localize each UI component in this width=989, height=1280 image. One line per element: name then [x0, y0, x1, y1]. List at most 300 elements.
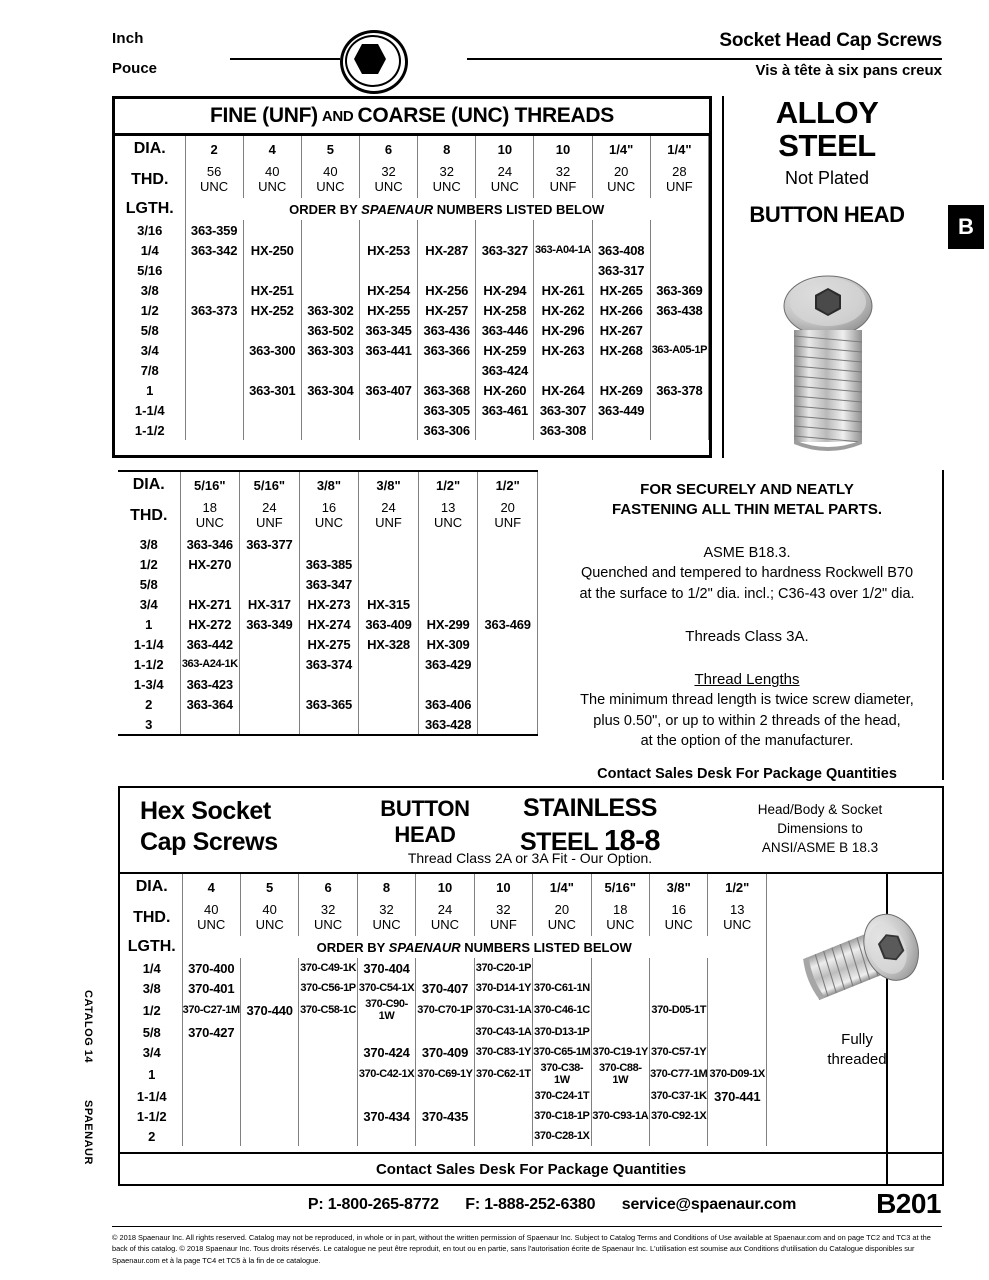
part-number-cell: HX-266 — [592, 300, 650, 320]
part-number-cell — [591, 998, 649, 1022]
part-number-cell — [650, 220, 708, 240]
part-number-cell: HX-258 — [476, 300, 534, 320]
ss-button: BUTTON — [380, 796, 470, 821]
table-row — [118, 594, 538, 614]
part-number-cell: 370-C19-1Y — [591, 1042, 649, 1062]
part-number-cell: 370-C49-1K — [299, 958, 357, 978]
part-number-cell — [240, 714, 300, 735]
part-number-cell — [478, 534, 538, 554]
part-number-cell — [243, 260, 301, 280]
dia-cell: 10 — [474, 874, 532, 900]
part-number-cell: 363-345 — [359, 320, 417, 340]
part-number-cell: 370-D14-1Y — [474, 978, 532, 998]
length-cell: 1/4 — [122, 958, 182, 978]
part-number-cell: 370-427 — [182, 1022, 240, 1042]
length-cell: 5/8 — [115, 320, 185, 340]
part-number-cell: 370-C69-1Y — [416, 1062, 474, 1086]
ss-thread-class: Thread Class 2A or 3A Fit - Our Option. — [407, 850, 653, 866]
dia-cell: 5 — [301, 136, 359, 162]
footer-phone-label: P: — [307, 1196, 324, 1213]
part-number-cell: HX-252 — [243, 300, 301, 320]
table-row — [118, 634, 538, 654]
ss-heading2: Cap Screws — [140, 828, 278, 857]
part-number-cell — [708, 1042, 767, 1062]
part-number-cell: 363-446 — [476, 320, 534, 340]
length-cell: 3/16 — [115, 220, 185, 240]
part-number-cell: HX-267 — [592, 320, 650, 340]
part-number-cell — [418, 574, 478, 594]
table-order-by-row — [115, 198, 709, 220]
part-number-cell: HX-250 — [243, 240, 301, 260]
part-number-cell — [359, 554, 419, 574]
part-number-cell — [359, 574, 419, 594]
part-number-cell — [240, 958, 298, 978]
part-number-cell: 363-428 — [418, 714, 478, 735]
catalog-side-label: CATALOG 14 — [82, 990, 94, 1064]
part-number-cell: HX-296 — [534, 320, 592, 340]
header-pouce-label: Pouce — [112, 60, 158, 77]
thd-cell: 32 UNF — [534, 162, 592, 198]
table-row — [122, 1022, 767, 1042]
row-label-lgth: LGTH. — [122, 936, 182, 958]
part-number-cell: 370-C65-1M — [533, 1042, 591, 1062]
spec-threads-class: Threads Class 3A. — [685, 628, 809, 646]
length-cell: 5/8 — [122, 1022, 182, 1042]
part-number-cell: HX-269 — [592, 380, 650, 400]
footer-fax: 1-888-252-6380 — [484, 1196, 596, 1213]
part-number-cell — [416, 958, 474, 978]
part-number-cell: 363-438 — [650, 300, 708, 320]
footer-email[interactable]: service@spaenaur.com — [621, 1196, 797, 1213]
hex-socket-icon — [340, 30, 406, 92]
footer-rule — [112, 1226, 942, 1227]
part-number-cell: 370-435 — [416, 1106, 474, 1126]
thd-cell: 32 UNF — [474, 900, 532, 936]
page-header — [112, 30, 942, 92]
part-number-cell — [592, 360, 650, 380]
header-units — [112, 30, 362, 77]
table-row — [122, 1086, 767, 1106]
thd-cell: 24 UNC — [416, 900, 474, 936]
table-row — [122, 958, 767, 978]
part-number-cell — [650, 1126, 708, 1146]
thd-cell: 18 UNC — [180, 498, 240, 534]
thd-cell: 24 UNF — [240, 498, 300, 534]
alloy-not-plated: Not Plated — [784, 167, 870, 188]
part-number-cell: 370-434 — [357, 1106, 415, 1126]
part-number-cell — [299, 674, 359, 694]
footer-phone[interactable]: 1-800-265-8772 — [327, 1196, 439, 1213]
ss-dims2: Dimensions to — [777, 821, 863, 837]
dia-cell: 8 — [357, 874, 415, 900]
dia-cell: 4 — [243, 136, 301, 162]
length-cell: 1/2 — [118, 554, 180, 574]
part-number-cell: 363-342 — [185, 240, 243, 260]
part-number-cell — [240, 1042, 298, 1062]
length-cell: 1/2 — [115, 300, 185, 320]
length-cell: 3/8 — [118, 534, 180, 554]
part-number-cell: HX-328 — [359, 634, 419, 654]
length-cell: 1 — [122, 1062, 182, 1086]
spec-tl1: The minimum thread length is twice screw diameter, — [580, 692, 914, 709]
table-row — [118, 554, 538, 574]
dia-cell: 1/4" — [533, 874, 591, 900]
part-number-cell — [650, 360, 708, 380]
spec-tl3: at the option of the manufacturer. — [640, 733, 854, 750]
part-number-cell — [240, 1106, 298, 1126]
part-number-cell — [708, 998, 767, 1022]
part-number-cell: 363-368 — [418, 380, 476, 400]
length-cell: 1-1/2 — [115, 420, 185, 440]
part-number-cell: HX-273 — [299, 594, 359, 614]
part-number-cell — [478, 694, 538, 714]
table-row — [115, 300, 709, 320]
spec-headline2: FASTENING ALL THIN METAL PARTS. — [612, 501, 882, 519]
part-number-cell — [478, 554, 538, 574]
fully-threaded-screw-image — [790, 900, 940, 1020]
part-number-cell: 370-C42-1X — [357, 1062, 415, 1086]
part-number-cell — [359, 260, 417, 280]
part-number-cell — [240, 1126, 298, 1146]
part-number-cell — [240, 634, 300, 654]
part-number-cell — [478, 714, 538, 735]
part-number-cell: HX-253 — [359, 240, 417, 260]
part-number-cell: 363-407 — [359, 380, 417, 400]
part-number-cell — [301, 260, 359, 280]
part-number-cell: HX-275 — [299, 634, 359, 654]
part-number-cell — [182, 1126, 240, 1146]
part-number-cell — [243, 220, 301, 240]
alloy-line1: ALLOY — [775, 95, 879, 130]
part-number-cell: 370-C28-1X — [533, 1126, 591, 1146]
part-number-cell: 370-407 — [416, 978, 474, 998]
section-tab-b[interactable]: B — [948, 205, 984, 249]
title-coarse: COARSE (UNC) THREADS — [357, 104, 614, 127]
table-row — [115, 420, 709, 440]
side-vertical-labels — [78, 990, 98, 1220]
part-number-cell — [416, 1022, 474, 1042]
part-number-cell — [182, 1086, 240, 1106]
dia-cell: 3/8" — [650, 874, 708, 900]
part-number-cell — [182, 1106, 240, 1126]
length-cell: 7/8 — [115, 360, 185, 380]
alloy-large-dia-table — [118, 470, 538, 736]
part-number-cell — [301, 420, 359, 440]
thd-cell: 16 UNC — [299, 498, 359, 534]
part-number-cell: HX-265 — [592, 280, 650, 300]
table-header-thd-row — [115, 162, 709, 198]
dia-cell: 4 — [182, 874, 240, 900]
part-number-cell — [185, 340, 243, 360]
part-number-cell — [474, 1086, 532, 1106]
stainless-steel-table — [122, 874, 767, 1146]
alloy-line2: STEEL — [778, 128, 876, 164]
length-cell: 3 — [118, 714, 180, 735]
part-number-cell: HX-272 — [180, 614, 240, 634]
part-number-cell — [299, 1062, 357, 1086]
header-title-rule — [512, 58, 942, 60]
part-number-cell: 363-377 — [240, 534, 300, 554]
part-number-cell: 363-307 — [534, 400, 592, 420]
stainless-table-wrap — [122, 874, 767, 1146]
part-number-cell — [182, 1062, 240, 1086]
part-number-cell: 363-300 — [243, 340, 301, 360]
fine-coarse-title — [115, 99, 709, 136]
length-cell: 1-1/4 — [122, 1086, 182, 1106]
thd-cell: 40 UNC — [301, 162, 359, 198]
part-number-cell — [299, 1106, 357, 1126]
thd-cell: 16 UNC — [650, 900, 708, 936]
fully-threaded-caption — [772, 1030, 942, 1069]
spec-quench1: Quenched and tempered to hardness Rockwell B70 — [580, 565, 914, 582]
thd-cell: 20 UNC — [592, 162, 650, 198]
length-cell: 3/4 — [122, 1042, 182, 1062]
length-cell: 1 — [118, 614, 180, 634]
spec-headline1: FOR SECURELY AND NEATLY — [640, 481, 854, 498]
dia-cell: 3/8" — [299, 471, 359, 498]
dia-cell: 1/2" — [418, 471, 478, 498]
part-number-cell — [650, 260, 708, 280]
thd-cell: 32 UNC — [357, 900, 415, 936]
part-number-cell: 363-A05-1P — [650, 340, 708, 360]
length-cell: 1/2 — [122, 998, 182, 1022]
thd-cell: 56 UNC — [185, 162, 243, 198]
part-number-cell: 363-442 — [180, 634, 240, 654]
footer-fax-block — [465, 1196, 595, 1214]
part-number-cell: 363-369 — [650, 280, 708, 300]
part-number-cell: 370-C92-1X — [650, 1106, 708, 1126]
table-header-dia-row — [118, 471, 538, 498]
part-number-cell: 370-C62-1T — [474, 1062, 532, 1086]
part-number-cell: 363-374 — [299, 654, 359, 674]
thd-cell: 13 UNC — [708, 900, 767, 936]
footer-fax-label: F: — [465, 1196, 480, 1213]
part-number-cell — [474, 1126, 532, 1146]
thd-cell: 32 UNC — [299, 900, 357, 936]
part-number-cell — [650, 958, 708, 978]
part-number-cell — [240, 1086, 298, 1106]
part-number-cell: 370-C43-1A — [474, 1022, 532, 1042]
part-number-cell — [299, 1022, 357, 1042]
part-number-cell: 363-461 — [476, 400, 534, 420]
table-row — [115, 220, 709, 240]
part-number-cell — [708, 978, 767, 998]
part-number-cell — [359, 534, 419, 554]
part-number-cell: 363-423 — [180, 674, 240, 694]
part-number-cell: HX-299 — [418, 614, 478, 634]
part-number-cell: 370-C46-1C — [533, 998, 591, 1022]
part-number-cell: 363-406 — [418, 694, 478, 714]
thd-cell: 40 UNC — [243, 162, 301, 198]
part-number-cell: 370-C56-1P — [299, 978, 357, 998]
thd-cell: 40 UNC — [240, 900, 298, 936]
part-number-cell — [243, 360, 301, 380]
part-number-cell: 370-C54-1X — [357, 978, 415, 998]
table-row — [118, 534, 538, 554]
footer-phone-block — [308, 1196, 439, 1214]
part-number-cell — [359, 694, 419, 714]
part-number-cell: 363-424 — [476, 360, 534, 380]
part-number-cell — [650, 978, 708, 998]
length-cell: 5/8 — [118, 574, 180, 594]
ss-dims3: ANSI/ASME B 18.3 — [761, 840, 879, 856]
part-number-cell — [240, 1022, 298, 1042]
part-number-cell: 370-400 — [182, 958, 240, 978]
part-number-cell: 370-409 — [416, 1042, 474, 1062]
thd-cell: 24 UNF — [359, 498, 419, 534]
part-number-cell: 363-346 — [180, 534, 240, 554]
part-number-cell: HX-256 — [418, 280, 476, 300]
part-number-cell — [534, 220, 592, 240]
length-cell: 1-1/4 — [115, 400, 185, 420]
mid-divider-line — [942, 470, 944, 780]
alloy-steel-table — [115, 136, 709, 440]
spec-thread-lengths-title: Thread Lengths — [694, 671, 800, 689]
length-cell: 3/8 — [115, 280, 185, 300]
table-order-by-row — [122, 936, 767, 958]
part-number-cell — [243, 320, 301, 340]
dia-cell: 10 — [476, 136, 534, 162]
table-row — [115, 340, 709, 360]
thd-cell: 32 UNC — [359, 162, 417, 198]
dia-cell: 10 — [534, 136, 592, 162]
part-number-cell — [240, 554, 300, 574]
header-title-en: Socket Head Cap Screws — [719, 30, 942, 51]
part-number-cell — [650, 320, 708, 340]
part-number-cell: 370-C57-1Y — [650, 1042, 708, 1062]
part-number-cell: 370-C20-1P — [474, 958, 532, 978]
spec-contact-sales: Contact Sales Desk For Package Quantities — [597, 765, 897, 782]
part-number-cell: 363-359 — [185, 220, 243, 240]
length-cell: 2 — [122, 1126, 182, 1146]
stainless-header — [120, 788, 942, 874]
dia-cell: 2 — [185, 136, 243, 162]
part-number-cell — [299, 1042, 357, 1062]
row-label-thd: THD. — [115, 162, 185, 198]
part-number-cell: 370-C61-1N — [533, 978, 591, 998]
table-row — [115, 400, 709, 420]
part-number-cell — [476, 220, 534, 240]
part-number-cell — [240, 574, 300, 594]
part-number-cell — [185, 400, 243, 420]
part-number-cell — [592, 420, 650, 440]
thd-cell: 20 UNC — [533, 900, 591, 936]
brand-side-label: SPAENAUR — [82, 1100, 94, 1165]
part-number-cell — [359, 674, 419, 694]
length-cell: 3/4 — [115, 340, 185, 360]
part-number-cell: 363-302 — [301, 300, 359, 320]
part-number-cell — [418, 554, 478, 574]
part-number-cell: 370-D13-1P — [533, 1022, 591, 1042]
part-number-cell: 363-308 — [534, 420, 592, 440]
legal-fr: © 2018 Spaenaur Inc. Tous droits réservés. Le catalogue ne peut être reproduit, en tout ou en partie, sans l'autorisation écrite de Spaenaur Inc. L'utilisation est soumise aux Conditions d'utilisation du Catalogue disponibles sur Spaenaur.com et à la page TC4 et TC5 à la fin de ce catalogue. — [112, 1244, 915, 1265]
table-row — [122, 998, 767, 1022]
part-number-cell: HX-257 — [418, 300, 476, 320]
part-number-cell — [476, 420, 534, 440]
thd-cell: 18 UNC — [591, 900, 649, 936]
footer-contact — [112, 1196, 989, 1214]
part-number-cell: HX-255 — [359, 300, 417, 320]
dia-cell: 5 — [240, 874, 298, 900]
part-number-cell — [299, 534, 359, 554]
part-number-cell: 370-C24-1T — [533, 1086, 591, 1106]
page-number: B201 — [876, 1188, 941, 1219]
ss-dims1: Head/Body & Socket — [757, 802, 883, 817]
row-label-thd: THD. — [122, 900, 182, 936]
part-number-cell — [416, 1126, 474, 1146]
table-header-thd-row — [122, 900, 767, 936]
part-number-cell: HX-262 — [534, 300, 592, 320]
part-number-cell: 363-349 — [240, 614, 300, 634]
part-number-cell: 363-449 — [592, 400, 650, 420]
spec-asme: ASME B18.3. — [703, 544, 791, 561]
length-cell: 1-1/4 — [118, 634, 180, 654]
length-cell: 3/4 — [118, 594, 180, 614]
part-number-cell — [185, 320, 243, 340]
length-cell: 1-1/2 — [122, 1106, 182, 1126]
part-number-cell — [240, 674, 300, 694]
table-row — [115, 380, 709, 400]
part-number-cell — [240, 694, 300, 714]
part-number-cell: HX-260 — [476, 380, 534, 400]
part-number-cell — [240, 654, 300, 674]
header-title-fr: Vis à tête à six pans creux — [755, 62, 942, 79]
part-number-cell — [418, 260, 476, 280]
part-number-cell: 363-429 — [418, 654, 478, 674]
part-number-cell — [243, 420, 301, 440]
table-row — [115, 360, 709, 380]
part-number-cell — [591, 1086, 649, 1106]
part-number-cell: HX-259 — [476, 340, 534, 360]
alloy-head-type: BUTTON HEAD — [749, 201, 905, 227]
length-cell: 5/16 — [115, 260, 185, 280]
ss-steel: STEEL — [519, 827, 598, 856]
part-number-cell — [357, 1022, 415, 1042]
part-number-cell: HX-264 — [534, 380, 592, 400]
spec-quench2: at the surface to 1/2" dia. incl.; C36-43 over 1/2" dia. — [579, 585, 915, 602]
part-number-cell — [591, 1022, 649, 1042]
part-number-cell — [357, 1086, 415, 1106]
part-number-cell: HX-287 — [418, 240, 476, 260]
part-number-cell: 370-C83-1Y — [474, 1042, 532, 1062]
table-row — [115, 280, 709, 300]
alloy-steel-panel — [712, 96, 942, 228]
legal-en: © 2018 Spaenaur Inc. All rights reserved. Catalog may not be reproduced, in whole or in part, without the written permission of Spaenaur Inc. Subject to Catalog Terms and Conditions of Use available at Spaenaur.com and on page TC2 and TC3 at the back of this catalog. — [112, 1233, 931, 1254]
part-number-cell — [357, 1126, 415, 1146]
part-number-cell: HX-270 — [180, 554, 240, 574]
ss-grade: 18-8 — [604, 824, 661, 857]
dia-cell: 1/4" — [650, 136, 708, 162]
part-number-cell: 370-424 — [357, 1042, 415, 1062]
part-number-cell: 370-401 — [182, 978, 240, 998]
part-number-cell: 363-317 — [592, 260, 650, 280]
part-number-cell: 370-441 — [708, 1086, 767, 1106]
alloy-table-wrap — [115, 136, 709, 440]
button-head-screw-image — [768, 272, 888, 452]
part-number-cell — [708, 958, 767, 978]
part-number-cell: 370-C37-1K — [650, 1086, 708, 1106]
part-number-cell — [650, 420, 708, 440]
part-number-cell: 363-366 — [418, 340, 476, 360]
table-row — [122, 978, 767, 998]
part-number-cell — [180, 574, 240, 594]
part-number-cell: 370-440 — [240, 998, 298, 1022]
part-number-cell — [591, 1126, 649, 1146]
part-number-cell: 363-A04-1A — [534, 240, 592, 260]
length-cell: 3/8 — [122, 978, 182, 998]
table-row — [118, 654, 538, 674]
part-number-cell — [182, 1042, 240, 1062]
